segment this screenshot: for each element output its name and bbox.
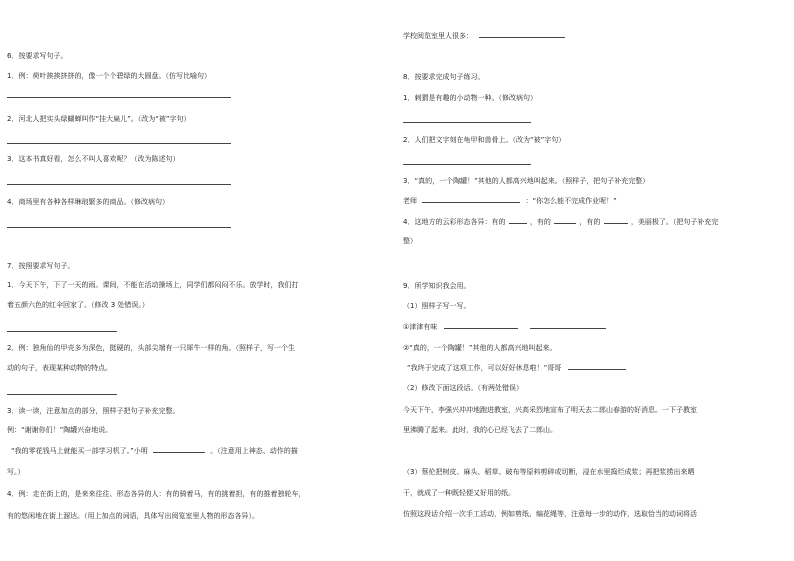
- s7-question-1-line-1: 1．今天下午，下了一天的雨。课间，不能在活动操场上，同学们都闷闷不乐。放学时，我们打: [7, 281, 299, 289]
- s9-part-2-title: （2）修改下面这段话。（有两处错误）: [403, 384, 523, 392]
- s7-question-4-line-2: 有的悠闲地在街上溜达。（用上加点的词语，具体写出阅览室里人物的形态各异）。: [7, 512, 259, 520]
- answer-line[interactable]: [7, 97, 231, 98]
- answer-blank[interactable]: [509, 223, 527, 224]
- answer-line[interactable]: [7, 143, 231, 144]
- s9-part-3-line-2: 干，就成了一种既轻便又好用的纸。: [403, 489, 515, 497]
- answer-blank[interactable]: [153, 452, 205, 453]
- s7-question-4-line-1: 4．例：走在街上的，是来来往往、形态各异的人：有的骑着马，有的挑着担，有的推着独轮车，: [7, 490, 306, 498]
- reading-room-sentence: [403, 32, 565, 40]
- answer-line[interactable]: [7, 184, 231, 185]
- s6-question-1: 1．例：荷叶挨挨挤挤的，像一个个碧绿的大圆盘。（仿写比喻句）: [7, 72, 211, 80]
- s9-part-1-item-2-sentence: [407, 364, 626, 372]
- s8-question-4-line-2: 整）: [403, 237, 417, 245]
- s7-question-3-line-1: 3．读一读，注意加点的部分，照样子把句子补充完整。: [7, 407, 180, 415]
- s8-question-4-part-1: 4．这地方的云彩形态各异：有的: [403, 218, 506, 226]
- answer-blank[interactable]: [444, 328, 518, 329]
- answer-blank[interactable]: [568, 369, 626, 370]
- s9-part-2-line-1: 今天下午，李强兴冲冲地跑进教室，兴高采烈地宣布了明天去二郎山春游的好消息。一下子教室: [403, 406, 697, 414]
- answer-line[interactable]: [403, 164, 531, 165]
- s8-question-4-part-3: ，有的: [579, 218, 601, 226]
- s7-question-3-example: 例：“谢谢你们！”陶罐兴奋地说。: [7, 426, 113, 434]
- answer-line[interactable]: [7, 227, 231, 228]
- s8-question-3-line-1: 3．“真的，一个陶罐！”其他的人都高兴地叫起来。（照样子，把句子补充完整）: [403, 177, 650, 185]
- s7-question-3-sentence: [11, 447, 298, 455]
- answer-blank[interactable]: [604, 223, 628, 224]
- s9-part-3-line-1: （3）蔡伦把树皮、麻头、稻草、破布等原料剪碎或切断，浸在水里捣烂成浆；再把浆捞出来晒: [403, 468, 695, 476]
- s8-question-4-part-2: ，有的: [529, 218, 551, 226]
- s7-question-2-line-1: 2．例：独角仙的甲壳多为深色，挺硬的，头部尖端有一只犀牛一样的角。（照样子，写一个生: [7, 344, 295, 352]
- s7-question-3-line-4: 写。）: [7, 468, 25, 476]
- s9-part-1-item-2-sentence-text: “我终于完成了这项工作，可以好好休息啦！”哥哥: [407, 364, 562, 372]
- answer-line[interactable]: [403, 122, 531, 123]
- s8-question-1: 1．刺猬是有趣的小动物一种。（修改病句）: [403, 94, 537, 102]
- s6-question-3: 3．这本书真好看，怎么不叫人喜欢呢？（改为陈述句）: [7, 155, 180, 163]
- answer-line[interactable]: [7, 394, 117, 395]
- s8-question-3-sentence-start: 老师: [403, 197, 417, 205]
- s6-question-2: 2．河北人把实头绿蝴蝉叫作“挂大扁儿”。（改为“被”字句）: [7, 115, 191, 123]
- s9-part-1-item-1-text: ①津津有味: [403, 323, 438, 331]
- answer-line[interactable]: [7, 331, 117, 332]
- section-8-title: 8．按要求完成句子练习。: [403, 73, 485, 81]
- section-9-title: 9．所学知识我会用。: [403, 282, 471, 290]
- section-6-title: 6．按要求写句子。: [7, 52, 68, 60]
- answer-blank[interactable]: [530, 328, 606, 329]
- answer-blank[interactable]: [479, 37, 565, 38]
- s7-question-2-line-2: 动的句子，表现某种动物的特点。: [7, 364, 112, 372]
- s8-question-2: 2．人们把文字刻在龟甲和兽骨上。（改为“被”字句）: [403, 136, 566, 144]
- s9-part-1-title: （1）照样子写一写。: [403, 302, 471, 310]
- s7-question-3-sentence-start: “我的零花钱马上就能买一部学习机了。”小明: [11, 447, 148, 455]
- s8-question-3-sentence-end: ：“你怎么能不完成作业呢！”: [525, 197, 617, 205]
- answer-blank[interactable]: [422, 202, 520, 203]
- s8-question-4-line-1: [403, 218, 718, 226]
- s7-question-1-line-2: 着五颜六色的红伞回家了。（修改 3 处错误。）: [7, 301, 149, 309]
- s9-part-1-item-1: [403, 323, 606, 331]
- answer-blank[interactable]: [554, 223, 576, 224]
- s8-question-3-sentence: [403, 197, 617, 205]
- s9-part-3-line-3: 仿照这段话介绍一次手工活动，例如剪纸、编花绳等，注意每一步的动作，选取恰当的动词将活: [403, 510, 697, 518]
- section-7-title: 7．按照要求写句子。: [7, 262, 75, 270]
- s8-question-4-part-4: ，美丽极了。（把句子补充完: [630, 218, 719, 226]
- s9-part-2-line-2: 里沸腾了起来。此时，我的心已经飞去了二郎山。: [403, 426, 557, 434]
- s7-question-3-sentence-end: 。（注意用上神态、动作的描: [210, 447, 298, 455]
- s9-part-1-item-2: ②“真的，一个陶罐！”其他的人都高兴地叫起来。: [403, 344, 557, 352]
- reading-room-sentence-text: 学校阅览室里人很多：: [403, 32, 473, 40]
- s6-question-4: 4．商场里有各种各样琳琅繁多的商品。（修改病句）: [7, 198, 169, 206]
